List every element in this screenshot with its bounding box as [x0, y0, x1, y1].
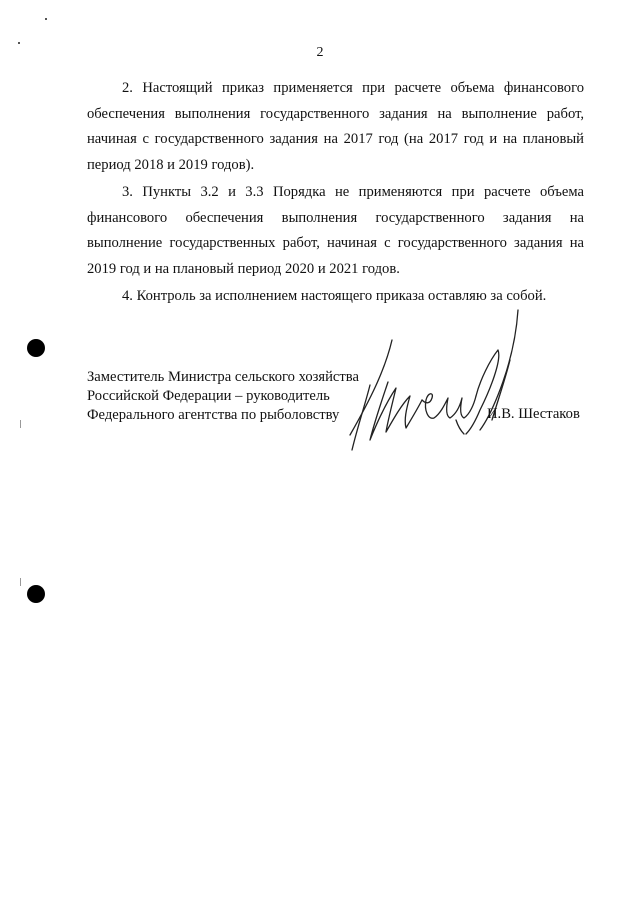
handwritten-signature	[330, 300, 530, 460]
position-line-3: Федерального агентства по рыболовству	[87, 407, 340, 423]
page-number: 2	[316, 45, 324, 60]
paragraph-item-4: 4. Контроль за исполнением настоящего приказа оставляю за собой.	[122, 288, 547, 304]
binder-hole-bottom	[27, 585, 45, 603]
scan-speck	[20, 420, 21, 428]
paragraph-item-3: 3. Пункты 3.2 и 3.3 Порядка не применяются при расчете объема финансового обеспечения выполнения государственного задания на выполнение государственных работ, начиная с государственного задания на 2019 год и на плановый период 2020 и 2021 годов.	[87, 184, 584, 277]
position-line-1: Заместитель Министра сельского хозяйства	[87, 369, 359, 385]
signatory-position	[87, 368, 359, 425]
scan-speck	[18, 42, 20, 44]
binder-hole-top	[27, 339, 45, 357]
paragraph-item-2: 2. Настоящий приказ применяется при расчете объема финансового обеспечения выполнения государственного задания на выполнение работ, начиная с государственного задания на 2017 год (на 2017 год и на плановый период 2018 и 2019 годов).	[87, 80, 584, 173]
signer-name: И.В. Шестаков	[487, 406, 580, 422]
position-line-2: Российской Федерации – руководитель	[87, 388, 330, 404]
scan-speck	[20, 578, 21, 586]
scan-speck	[45, 18, 47, 20]
